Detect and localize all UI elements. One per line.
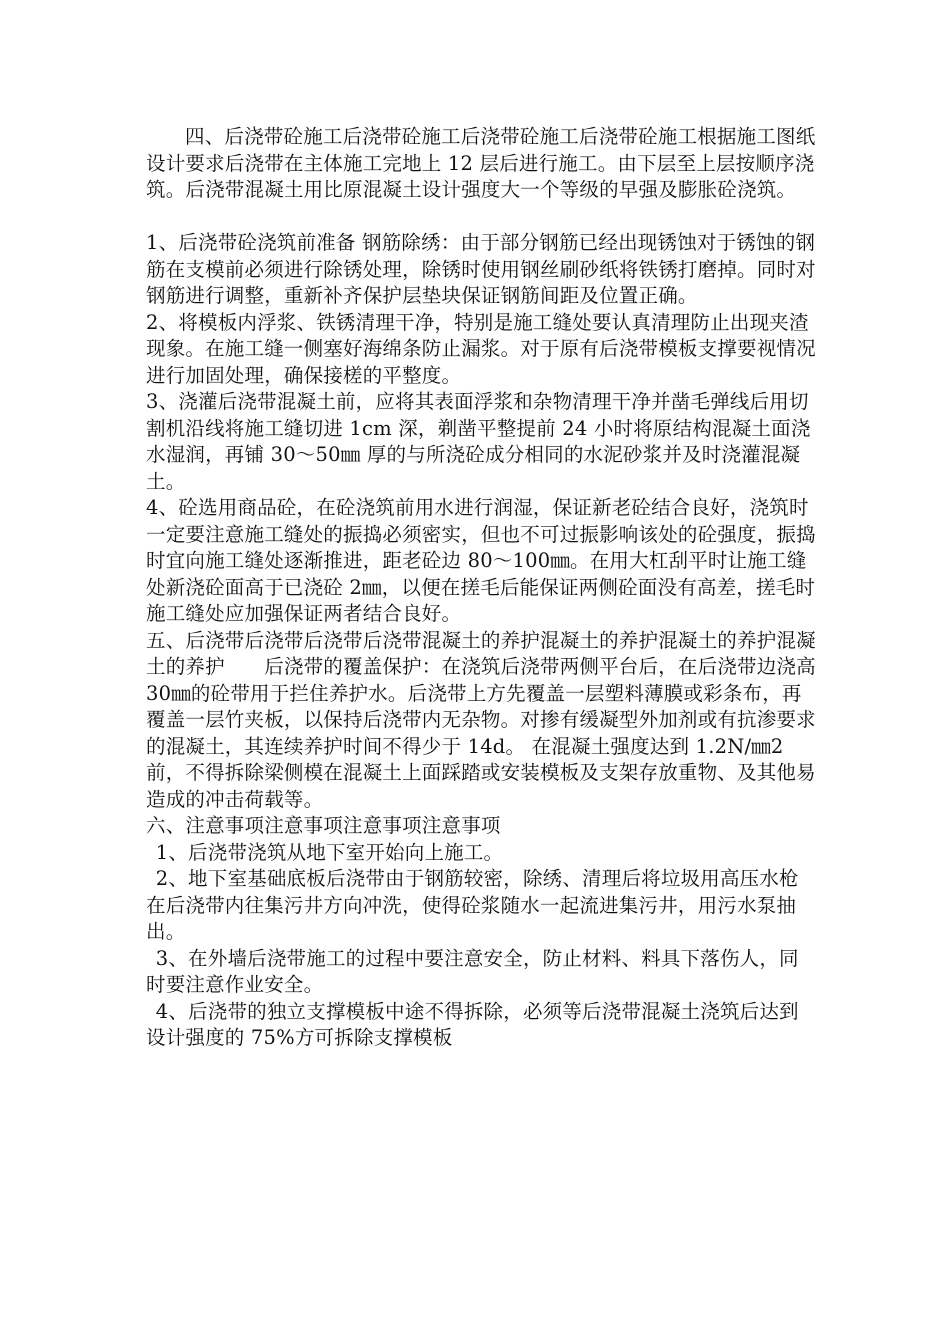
section-4-item-2: 2、将模板内浮浆、铁锈清理干净，特别是施工缝处要认真清理防止出现夹渣现象。在施工缝一侧塞好海绵条防止漏浆。对于原有后浇带模板支撑要视情况进行加固处理，确保接槎的平整度。 [146, 310, 816, 387]
section-4-item-3: 3、浇灌后浇带混凝土前，应将其表面浮浆和杂物清理干净并凿毛弹线后用切割机沿线将施工缝切进 1cm 深，剃凿平整提前 24 小时将原结构混凝土面浇水湿润，再铺 30～50㎜ 厚的与所浇砼成分相同的水泥砂浆并及时浇灌混凝土。 [146, 390, 811, 493]
document-body [146, 124, 816, 1052]
paragraph-gap [146, 204, 816, 231]
section-6-note-1: 1、后浇带浇筑从地下室开始向上施工。 [155, 840, 504, 864]
section-6-note-2: 2、地下室基础底板后浇带由于钢筋较密，除绣、清理后将垃圾用高压水枪在后浇带内往集污井方向冲洗，使得砼浆随水一起流进集污井，用污水泵抽出。 [146, 867, 799, 943]
section-4-item-1: 1、后浇带砼浇筑前准备 钢筋除绣：由于部分钢筋已经出现锈蚀对于锈蚀的钢筋在支模前必须进行除锈处理，除锈时使用钢丝刷砂纸将铁锈打磨掉。同时对钢筋进行调整，重新补齐保护层垫块保证钢筋间距及位置正确。 [146, 231, 816, 307]
section-5-curing: 五、后浇带后浇带后浇带后浇带混凝土的养护混凝土的养护混凝土的养护混凝土的养护 后浇带的覆盖保护：在浇筑后浇带两侧平台后，在后浇带边浇高 30㎜的砼带用于拦住养护水。后浇带上方先覆盖一层塑料薄膜或彩条布，再覆盖一层竹夹板，以保持后浇带内无杂物。对掺有缓凝型外加剂或有抗渗要求的混凝土，其连续养护时间不得少于 14d。 在混凝土强度达到 1.2N/㎜2 前，不得拆除梁侧模在混凝土上面踩踏或安装模板及支架存放重物、及其他易造成的冲击荷载等。 [146, 628, 816, 811]
section-6-note-3: 3、在外墙后浇带施工的过程中要注意安全，防止材料、料具下落伤人，同时要注意作业安全。 [146, 946, 799, 996]
section-6-note-4: 4、后浇带的独立支撑模板中途不得拆除，必须等后浇带混凝土浇筑后达到设计强度的 75%方可拆除支撑模板 [146, 999, 799, 1049]
section-4-intro: 四、后浇带砼施工后浇带砼施工后浇带砼施工后浇带砼施工根据施工图纸设计要求后浇带在主体施工完地上 12 层后进行施工。由下层至上层按顺序浇筑。后浇带混凝土用比原混凝土设计强度大一个等级的早强及膨胀砼浇筑。 [146, 125, 816, 201]
section-4-item-4: 4、砼选用商品砼，在砼浇筑前用水进行润湿，保证新老砼结合良好，浇筑时一定要注意施工缝处的振捣必须密实，但也不可过振影响该处的砼强度，振捣时宜向施工缝处逐渐推进，距老砼边 80～100㎜。在用大杠刮平时让施工缝处新浇砼面高于已浇砼 2㎜，以便在搓毛后能保证两侧砼面没有高差，搓毛时施工缝处应加强保证两者结合良好。 [146, 496, 816, 625]
section-6-title: 六、注意事项注意事项注意事项注意事项 [146, 814, 501, 837]
